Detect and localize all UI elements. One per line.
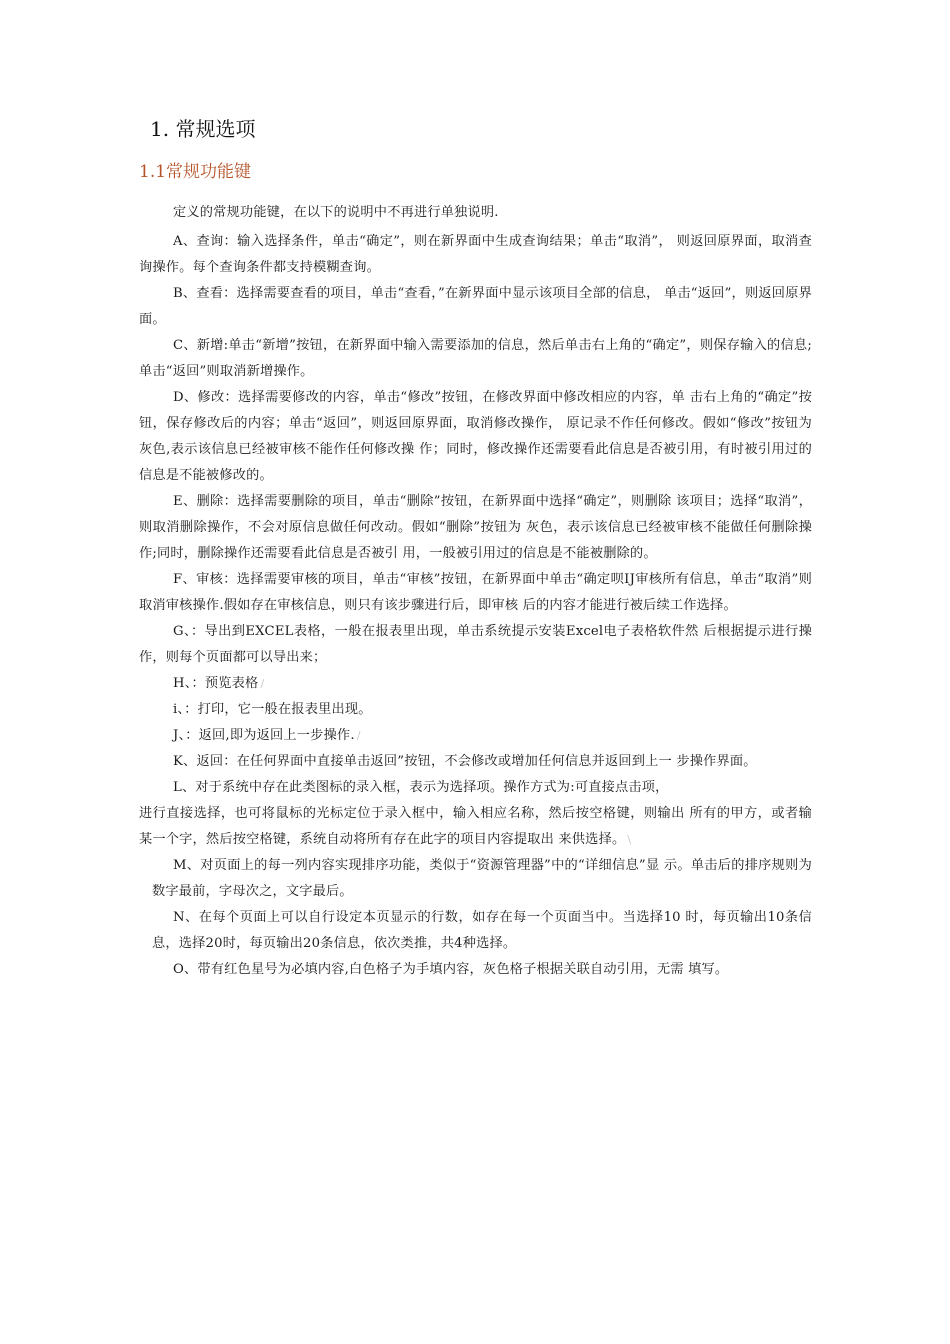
paragraph-j: [139, 723, 812, 749]
paragraph-i: i、：打印，它一般在报表里出现。: [173, 702, 372, 717]
intro-paragraph: 定义的常规功能键，在以下的说明中不再进行单独说明.: [173, 205, 499, 220]
paragraph-l-continued-text: 进行直接选择，也可将鼠标的光标定位于录入框中，输入相应名称，然后按空格键，则输出 所有的甲方，或者输某一个字，然后按空格键，系统自动将所有存在此字的项目内容提取出 来供选择。: [139, 806, 812, 847]
section-heading: 1. 常规选项: [150, 117, 256, 141]
body-text: [139, 200, 812, 983]
paragraph-o: O、带有红色星号为必填内容,白色格子为手填内容，灰色格子根据关联自动引用，无需 填写。: [173, 962, 729, 977]
paragraph-k: K、返回：在任何界面中直接单击返回”按钮，不会修改或增加任何信息并返回到上一 步操作界面。: [173, 754, 757, 769]
paragraph-l: L、对于系统中存在此类图标的录入框，表示为选择项。操作方式为:可直接点击项，: [173, 780, 669, 795]
paragraph-h: [139, 671, 812, 697]
paragraph-m: M、对页面上的每一列内容实现排序功能，类似于“资源管理器”中的“详细信息”显 示。单击后的排序规则为数字最前，字母次之，文字最后。: [152, 858, 812, 899]
paragraph-d: D、修改：选择需要修改的内容，单击“修改”按钮，在修改界面中修改相应的内容，单 击右上角的“确定”按钮，保存修改后的内容；单击“返回”，则返回原界面，取消修改操作， 原记录不作任何修改。假如“修改”按钮为灰色,表示该信息已经被审核不能作任何修改操 作；同时，修改操作还需要看此信息是否被引用，有时被引用过的信息是不能被修改的。: [139, 390, 812, 483]
stray-mark: /: [356, 729, 361, 742]
paragraph-j-text: J、：返回,即为返回上一步操作.: [173, 728, 355, 743]
paragraph-a: A、查询：输入选择条件，单击“确定”，则在新界面中生成查询结果；单击“取消”， 则返回原界面，取消查询操作。每个查询条件都支持模糊查询。: [139, 234, 812, 275]
paragraph-h-text: H、：预览表格: [173, 676, 259, 691]
stray-mark: \: [627, 833, 632, 846]
subsection-heading: 1.1常规功能键: [139, 162, 252, 182]
paragraph-g: G、：导出到EXCEL表格，一般在报表里出现，单击系统提示安装Excel电子表格软件然 后根据提示进行操作，则每个页面都可以导出来；: [139, 624, 812, 665]
paragraph-c: C、新增:单击“新增”按钮，在新界面中输入需要添加的信息，然后单击右上角的“确定”，则保存输入的信息;单击“返回”则取消新增操作。: [139, 338, 812, 379]
stray-mark: /: [260, 677, 265, 690]
paragraph-e: E、删除：选择需要删除的项目，单击“删除”按钮，在新界面中选择“确定”，则删除 该项目；选择“取消”，则取消删除操作，不会对原信息做任何改动。假如“删除”按钮为 灰色，表示该信息已经被审核不能做任何删除操作;同时，删除操作还需要看此信息是否被引 用，一般被引用过的信息是不能被删除的。: [139, 494, 812, 561]
paragraph-f: F、审核：选择需要审核的项目，单击“审核”按钮，在新界面中单击“确定呗IJ审核所有信息，单击“取消”则取消审核操作.假如存在审核信息，则只有该步骤进行后，即审核 后的内容才能进行被后续工作选择。: [139, 572, 812, 613]
paragraph-n: N、在每个页面上可以自行设定本页显示的行数，如存在每一个页面当中。当选择10 时，每页输出10条信息，选择20时，每页输出20条信息，依次类推，共4种选择。: [152, 910, 812, 951]
paragraph-l-continued: [139, 801, 812, 853]
paragraph-b: B、查看：选择需要查看的项目，单击“查看，”在新界面中显示该项目全部的信息， 单击“返回”，则返回原界面。: [139, 286, 812, 327]
